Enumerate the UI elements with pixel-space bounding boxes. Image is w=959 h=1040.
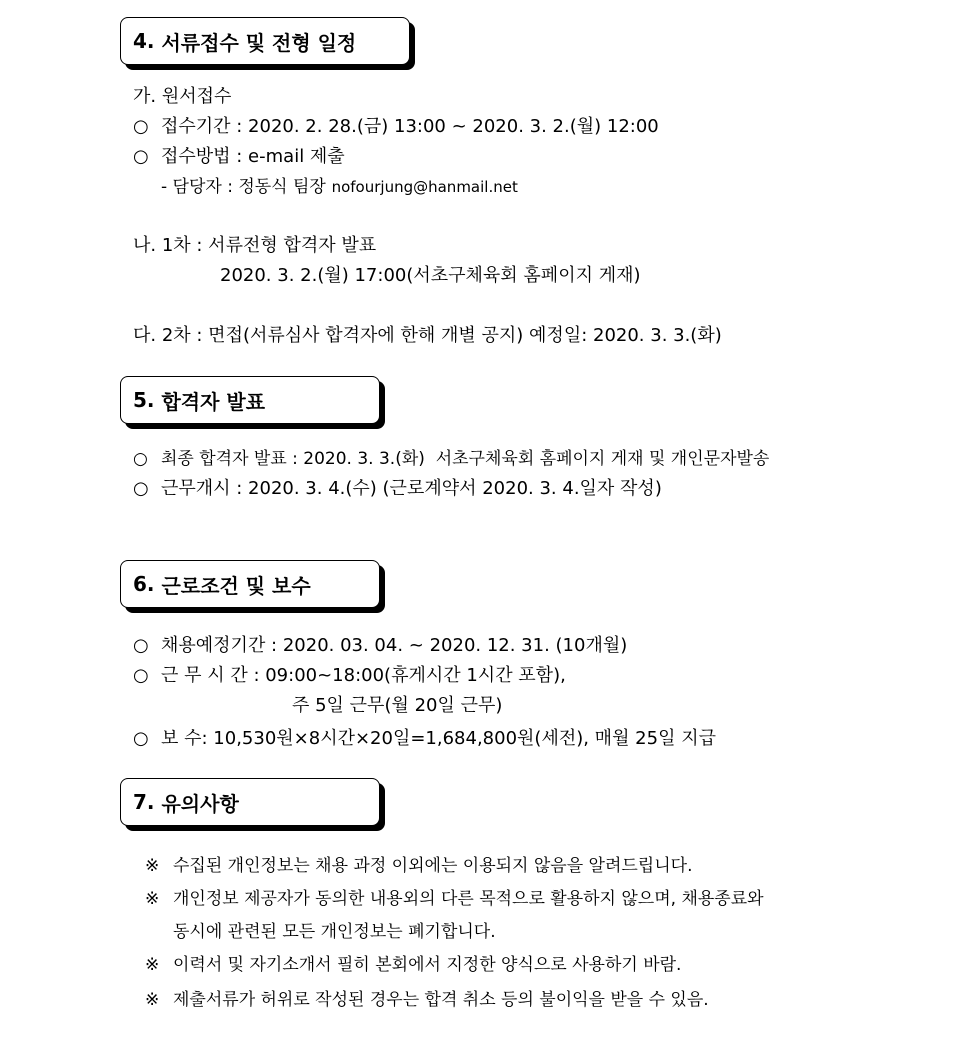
note-item: ※ 이력서 및 자기소개서 필히 본회에서 지정한 양식으로 사용하기 바람. (145, 955, 682, 975)
contact-email: nofourjung@hanmail.net (331, 178, 518, 196)
circle-bullet-icon: ○ (133, 146, 149, 167)
section-6-header (120, 560, 380, 608)
note-item-continuation: 동시에 관련된 모든 개인정보는 폐기합니다. (173, 922, 496, 942)
working-hours: ○ 근 무 시 간 : 09:00~18:00(휴게시간 1시간 포함), (133, 665, 566, 686)
section-number: 7. (133, 790, 155, 814)
section-number: 4. (133, 29, 155, 53)
circle-bullet-icon: ○ (133, 116, 149, 137)
section-title: 유의사항 (161, 791, 239, 816)
circle-bullet-icon: ○ (133, 728, 149, 749)
circle-bullet-icon: ○ (133, 665, 149, 686)
application-method: ○ 접수방법 : e-mail 제출 (133, 146, 345, 167)
circle-bullet-icon: ○ (133, 449, 148, 469)
section-number: 6. (133, 572, 155, 596)
circle-bullet-icon: ○ (133, 635, 149, 656)
section-title: 서류접수 및 전형 일정 (161, 30, 357, 55)
salary: ○ 보 수: 10,530원×8시간×20일=1,684,800원(세전), 매월 25일 지급 (133, 728, 716, 749)
contact-person: - 담당자 : 정동식 팀장 nofourjung@hanmail.net (161, 177, 518, 197)
work-start: ○ 근무개시 : 2020. 3. 4.(수) (근로계약서 2020. 3. 4.일자 작성) (133, 478, 662, 499)
section-7-header (120, 778, 380, 826)
circle-bullet-icon: ○ (133, 478, 149, 499)
note-item: ※ 제출서류가 허위로 작성된 경우는 합격 취소 등의 불이익을 받을 수 있음. (145, 990, 709, 1010)
application-period: ○ 접수기간 : 2020. 2. 28.(금) 13:00 ~ 2020. 3. 2.(월) 12:00 (133, 116, 659, 137)
subsection-ga-heading: 가. 원서접수 (133, 86, 232, 107)
section-title: 합격자 발표 (161, 389, 266, 414)
section-title: 근로조건 및 보수 (161, 573, 311, 598)
working-days: 주 5일 근무(월 20일 근무) (292, 695, 503, 716)
first-round-date: 2020. 3. 2.(월) 17:00(서초구체육회 홈페이지 게재) (220, 265, 641, 286)
second-round-interview: 다. 2차 : 면접(서류심사 합격자에 한해 개별 공지) 예정일: 2020. 3. 3.(화) (133, 325, 722, 346)
reference-mark-icon: ※ (145, 889, 160, 909)
reference-mark-icon: ※ (145, 955, 160, 975)
final-announcement: ○ 최종 합격자 발표 : 2020. 3. 3.(화) 서초구체육회 홈페이지 게재 및 개인문자발송 (133, 449, 770, 469)
section-4-header (120, 17, 410, 65)
reference-mark-icon: ※ (145, 990, 160, 1010)
first-round-announcement: 나. 1차 : 서류전형 합격자 발표 (133, 235, 377, 256)
section-5-header (120, 376, 380, 424)
note-item: ※ 수집된 개인정보는 채용 과정 이외에는 이용되지 않음을 알려드립니다. (145, 856, 693, 876)
note-item: ※ 개인정보 제공자가 동의한 내용외의 다른 목적으로 활용하지 않으며, 채용종료와 (145, 889, 764, 909)
employment-period: ○ 채용예정기간 : 2020. 03. 04. ~ 2020. 12. 31. (10개월) (133, 635, 628, 656)
section-number: 5. (133, 388, 155, 412)
reference-mark-icon: ※ (145, 856, 160, 876)
